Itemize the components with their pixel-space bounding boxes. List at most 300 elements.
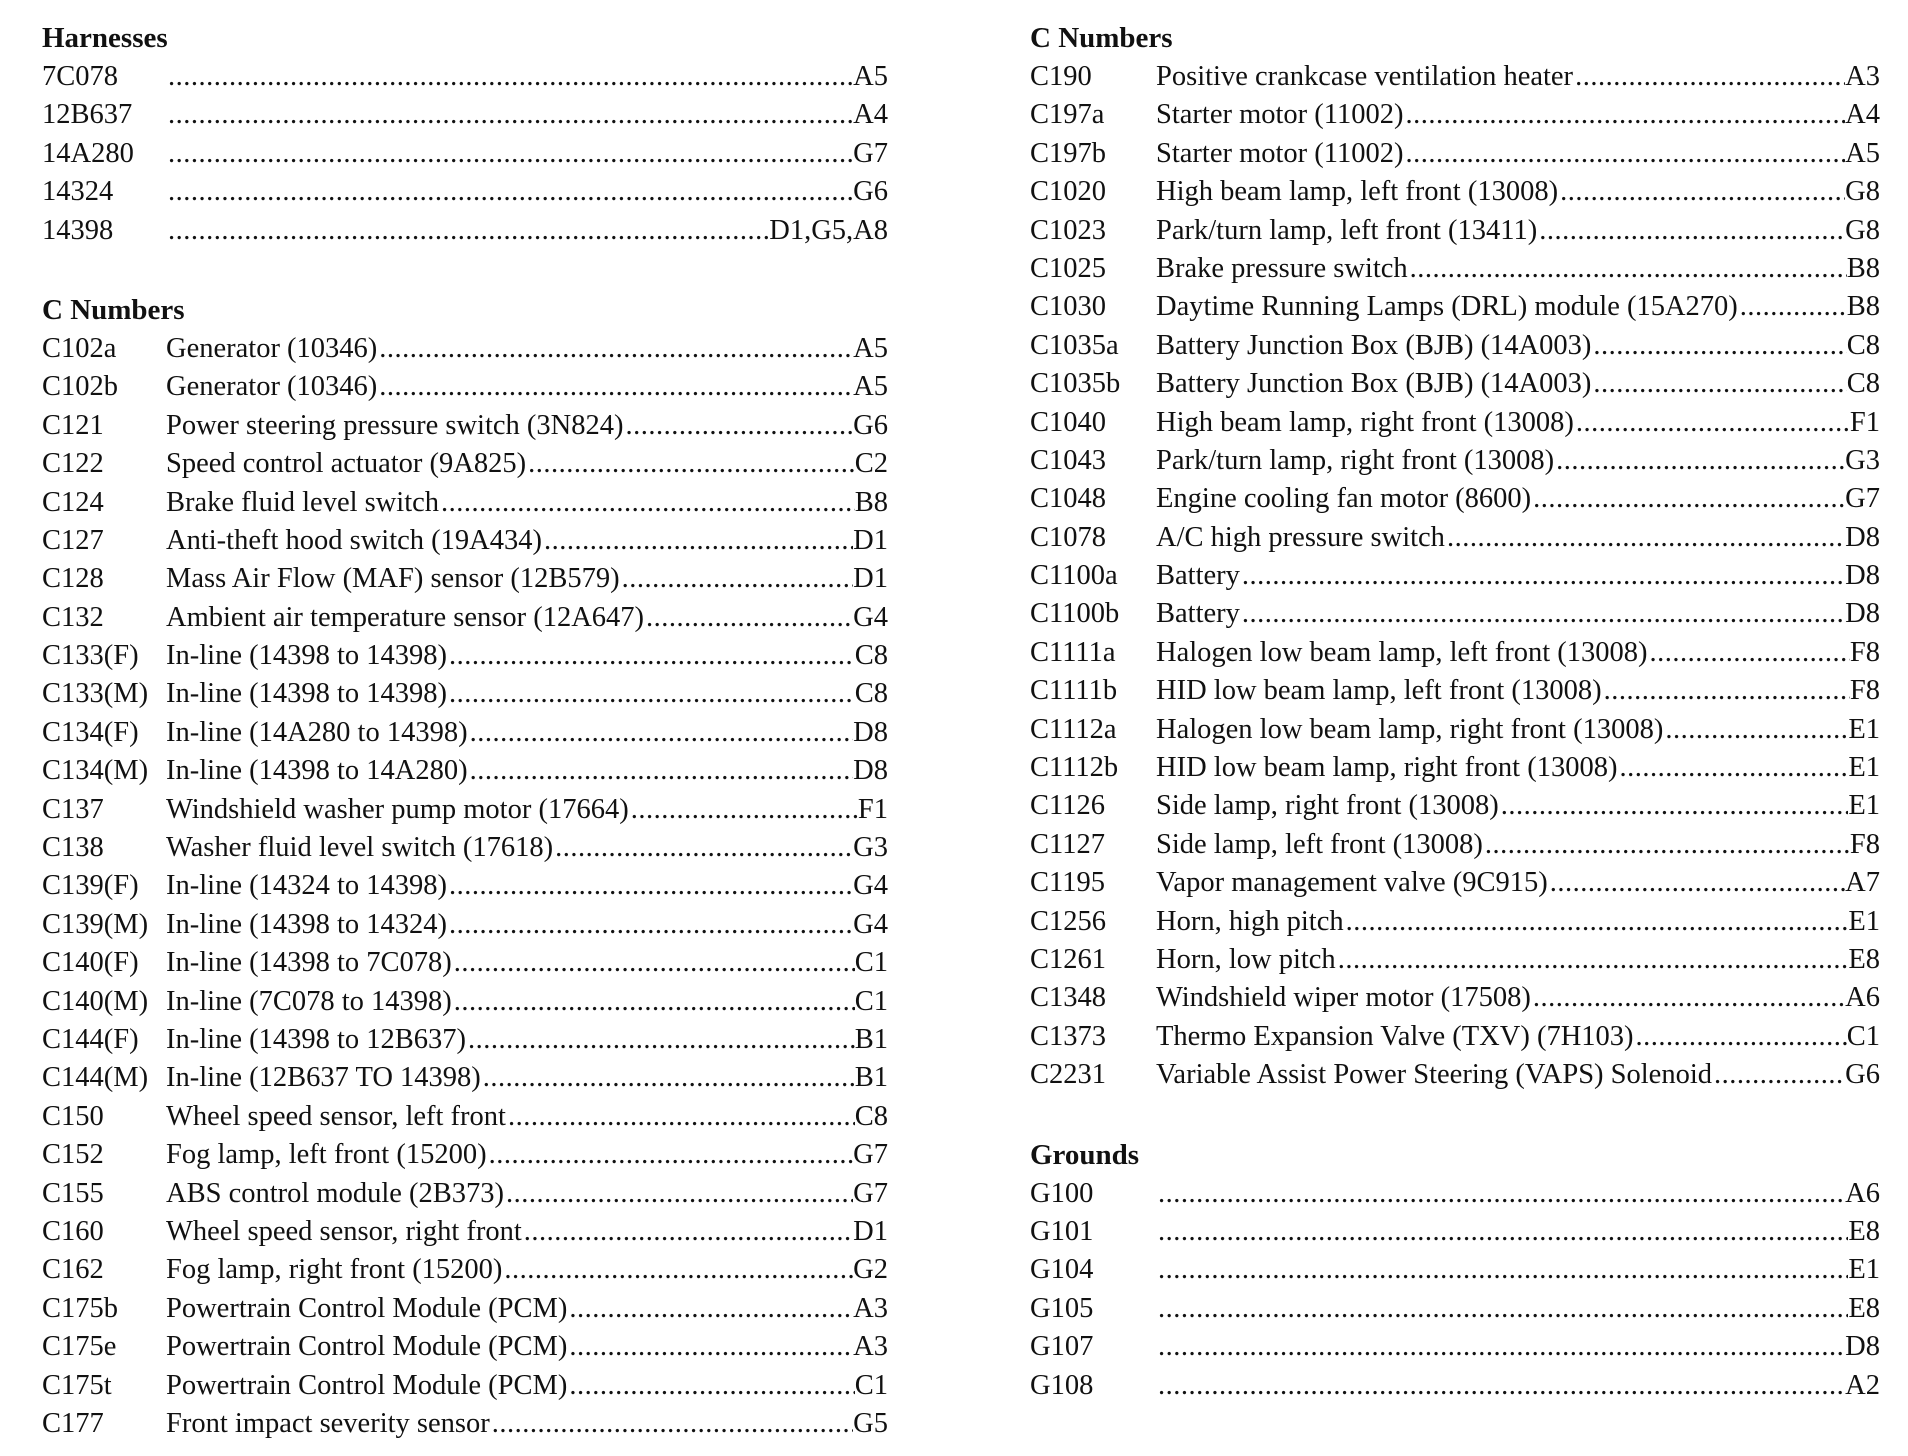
row-location: A5 xyxy=(853,371,888,403)
list-row xyxy=(1030,365,1880,403)
list-row xyxy=(42,829,888,867)
list-row xyxy=(1030,1290,1880,1328)
list-row xyxy=(42,1098,888,1136)
list-row xyxy=(42,791,888,829)
leader-dots xyxy=(1576,404,1850,442)
row-description: Side lamp, left front (13008) xyxy=(1156,828,1483,860)
row-description: Engine cooling fan motor (8600) xyxy=(1156,483,1532,515)
row-location: A3 xyxy=(853,1292,888,1324)
row-code: C175b xyxy=(42,1292,119,1324)
leader-dots xyxy=(483,1059,855,1097)
c-numbers-list-right xyxy=(1030,58,1880,1095)
row-code: C1100a xyxy=(1030,560,1118,592)
row-code: C1348 xyxy=(1030,982,1107,1014)
row-code: C175e xyxy=(42,1331,117,1363)
leader-dots xyxy=(1501,787,1849,825)
list-row xyxy=(1030,58,1880,96)
leader-dots xyxy=(1556,442,1845,480)
leader-dots xyxy=(569,1367,854,1405)
c-numbers-section-left xyxy=(42,290,888,1443)
leader-dots xyxy=(492,1405,853,1443)
row-code: C128 xyxy=(42,563,104,595)
list-row xyxy=(42,599,888,637)
row-location: C1 xyxy=(1846,1020,1880,1052)
row-description: In-line (12B637 TO 14398) xyxy=(166,1062,481,1094)
row-location: E1 xyxy=(1848,1254,1880,1286)
leader-dots xyxy=(524,1213,853,1251)
row-description: Speed control actuator (9A825) xyxy=(166,448,527,480)
leader-dots xyxy=(555,829,853,867)
c-numbers-list-left xyxy=(42,330,888,1443)
row-code: C144(M) xyxy=(42,1062,149,1094)
row-code: C1040 xyxy=(1030,406,1107,438)
row-description: Generator (10346) xyxy=(166,371,378,403)
list-row xyxy=(1030,711,1880,749)
leader-dots xyxy=(1410,250,1847,288)
list-row xyxy=(1030,212,1880,250)
row-code: C137 xyxy=(42,793,104,825)
leader-dots xyxy=(1158,1213,1848,1251)
row-description: In-line (14398 to 14A280) xyxy=(166,755,468,787)
row-location: C8 xyxy=(854,640,888,672)
row-location: G7 xyxy=(853,1139,888,1171)
leader-dots xyxy=(168,173,853,211)
list-row xyxy=(1030,787,1880,825)
row-description: Wheel speed sensor, left front xyxy=(166,1100,506,1132)
row-code: C155 xyxy=(42,1177,104,1209)
row-code: C1043 xyxy=(1030,444,1107,476)
row-code: C1127 xyxy=(1030,828,1105,860)
leader-dots xyxy=(1575,58,1845,96)
leader-dots xyxy=(1533,979,1845,1017)
row-location: D8 xyxy=(1845,1331,1880,1363)
row-location: B8 xyxy=(854,486,888,518)
list-row xyxy=(42,1328,888,1366)
list-row xyxy=(42,983,888,1021)
row-location: E1 xyxy=(1848,752,1880,784)
list-row xyxy=(1030,979,1880,1017)
list-row xyxy=(42,1290,888,1328)
leader-dots xyxy=(168,96,853,134)
row-description: High beam lamp, left front (13008) xyxy=(1156,176,1559,208)
row-code: 7C078 xyxy=(42,61,119,92)
row-code: C160 xyxy=(42,1215,104,1247)
list-row xyxy=(1030,1213,1880,1251)
row-description: Powertrain Control Module (PCM) xyxy=(166,1369,568,1401)
leader-dots xyxy=(379,330,853,368)
list-row xyxy=(42,58,888,96)
row-description: Halogen low beam lamp, right front (13008) xyxy=(1156,713,1664,745)
leader-dots xyxy=(454,983,855,1021)
leader-dots xyxy=(168,58,853,96)
row-description: Wheel speed sensor, right front xyxy=(166,1215,522,1247)
row-location: E8 xyxy=(1848,943,1880,975)
row-description: Brake fluid level switch xyxy=(166,486,440,518)
row-description: ABS control module (2B373) xyxy=(166,1177,505,1209)
list-row xyxy=(42,1213,888,1251)
leader-dots xyxy=(1447,519,1845,557)
list-row xyxy=(42,173,888,211)
list-row xyxy=(42,407,888,445)
leader-dots xyxy=(504,1251,853,1289)
row-description: HID low beam lamp, right front (13008) xyxy=(1156,752,1618,784)
list-row xyxy=(42,867,888,905)
list-row xyxy=(42,1405,888,1443)
list-row xyxy=(1030,173,1880,211)
row-location: E1 xyxy=(1848,905,1880,937)
row-description: In-line (14A280 to 14398) xyxy=(166,716,468,748)
list-row xyxy=(1030,903,1880,941)
leader-dots xyxy=(1650,634,1850,672)
grounds-section xyxy=(1030,1135,1880,1405)
leader-dots xyxy=(1665,711,1848,749)
row-code: C1373 xyxy=(1030,1020,1107,1052)
row-location: C2 xyxy=(854,448,888,480)
leader-dots xyxy=(449,906,853,944)
row-description: Thermo Expansion Valve (TXV) (7H103) xyxy=(1156,1020,1634,1052)
harnesses-list xyxy=(42,58,888,250)
row-location: F1 xyxy=(1849,406,1880,438)
row-code: C127 xyxy=(42,524,104,556)
row-description: Washer fluid level switch (17618) xyxy=(166,832,554,864)
row-location: G5 xyxy=(853,1407,888,1439)
row-code: C1078 xyxy=(1030,521,1107,553)
list-row xyxy=(1030,442,1880,480)
row-location: G3 xyxy=(1845,444,1880,476)
row-location: B1 xyxy=(854,1062,888,1094)
leader-dots xyxy=(622,560,854,598)
grounds-heading: Grounds xyxy=(1030,1138,1140,1171)
list-row xyxy=(42,1367,888,1405)
list-row xyxy=(1030,1056,1880,1094)
row-description: Brake pressure switch xyxy=(1156,252,1408,284)
row-description: Power steering pressure switch (3N824) xyxy=(166,409,624,441)
row-code: C152 xyxy=(42,1139,104,1171)
row-location: A4 xyxy=(853,99,888,131)
list-row xyxy=(42,1059,888,1097)
row-code: C138 xyxy=(42,832,104,864)
row-location: D8 xyxy=(853,755,888,787)
list-row xyxy=(42,212,888,250)
row-code: 14398 xyxy=(42,214,114,246)
row-description: Battery xyxy=(1156,598,1240,630)
row-code: C1195 xyxy=(1030,867,1105,899)
list-row xyxy=(42,944,888,982)
row-code: C197a xyxy=(1030,99,1105,131)
leader-dots xyxy=(528,445,855,483)
row-code: G104 xyxy=(1030,1254,1094,1286)
row-description: In-line (14398 to 14324) xyxy=(166,908,447,940)
row-location: A5 xyxy=(853,332,888,364)
row-code: C139(F) xyxy=(42,870,139,902)
row-code: C121 xyxy=(42,409,104,441)
row-location: C8 xyxy=(1846,329,1880,361)
row-code: G105 xyxy=(1030,1292,1094,1324)
row-code: 14324 xyxy=(42,176,114,208)
row-location: G6 xyxy=(1845,1059,1880,1091)
row-code: C1035a xyxy=(1030,329,1119,361)
row-location: G8 xyxy=(1845,214,1880,246)
row-code: C140(F) xyxy=(42,947,139,979)
row-code: C1030 xyxy=(1030,291,1107,323)
row-location: B8 xyxy=(1846,291,1880,323)
list-row xyxy=(1030,941,1880,979)
leader-dots xyxy=(489,1136,854,1174)
row-location: F8 xyxy=(1849,675,1880,707)
row-code: C190 xyxy=(1030,61,1092,92)
leader-dots xyxy=(1158,1328,1845,1366)
row-location: F8 xyxy=(1849,828,1880,860)
row-location: A6 xyxy=(1845,1177,1880,1209)
row-description: Fog lamp, right front (15200) xyxy=(166,1254,503,1286)
list-row xyxy=(1030,1328,1880,1366)
row-code: C162 xyxy=(42,1254,104,1286)
list-row xyxy=(1030,327,1880,365)
leader-dots xyxy=(1158,1175,1845,1213)
row-code: G107 xyxy=(1030,1331,1094,1363)
row-code: 14A280 xyxy=(42,137,134,169)
row-location: A5 xyxy=(1845,137,1880,169)
harnesses-heading: Harnesses xyxy=(42,22,168,54)
row-location: C1 xyxy=(854,1369,888,1401)
list-row xyxy=(1030,288,1880,326)
row-description: In-line (14324 to 14398) xyxy=(166,870,447,902)
row-code: G101 xyxy=(1030,1215,1094,1247)
list-row xyxy=(42,484,888,522)
list-row xyxy=(1030,634,1880,672)
row-code: C122 xyxy=(42,448,104,480)
row-code: C1023 xyxy=(1030,214,1107,246)
row-location: G4 xyxy=(853,908,888,940)
row-code: C197b xyxy=(1030,137,1107,169)
leader-dots xyxy=(1158,1367,1845,1405)
list-row xyxy=(42,906,888,944)
list-row xyxy=(1030,1367,1880,1405)
list-row xyxy=(1030,404,1880,442)
row-description: Horn, low pitch xyxy=(1156,943,1336,975)
row-description: Park/turn lamp, left front (13411) xyxy=(1156,214,1538,246)
leader-dots xyxy=(449,867,853,905)
row-description: In-line (14398 to 14398) xyxy=(166,640,447,672)
row-location: A4 xyxy=(1845,99,1880,131)
leader-dots xyxy=(646,599,853,637)
row-code: C1100b xyxy=(1030,598,1120,630)
list-row xyxy=(1030,557,1880,595)
c-numbers-heading-right: C Numbers xyxy=(1030,22,1173,54)
row-description: Generator (10346) xyxy=(166,332,378,364)
row-location: A5 xyxy=(853,61,888,92)
leader-dots xyxy=(168,135,853,173)
list-row xyxy=(42,330,888,368)
row-code: C133(F) xyxy=(42,640,139,672)
list-row xyxy=(42,522,888,560)
c-numbers-heading-left: C Numbers xyxy=(42,293,185,326)
list-row xyxy=(42,368,888,406)
list-row xyxy=(1030,672,1880,710)
row-location: G7 xyxy=(853,1177,888,1209)
row-code: C133(M) xyxy=(42,678,149,710)
row-location: D8 xyxy=(1845,598,1880,630)
list-row xyxy=(1030,480,1880,518)
row-location: B1 xyxy=(854,1023,888,1055)
row-description: Battery Junction Box (BJB) (14A003) xyxy=(1156,368,1592,400)
row-code: C175t xyxy=(42,1369,112,1401)
leader-dots xyxy=(1485,826,1850,864)
row-location: C8 xyxy=(854,678,888,710)
leader-dots xyxy=(1636,1018,1847,1056)
list-row xyxy=(42,560,888,598)
leader-dots xyxy=(544,522,853,560)
row-location: B8 xyxy=(1846,252,1880,284)
right-column xyxy=(1030,18,1880,1405)
row-location: G6 xyxy=(853,176,888,208)
row-code: C134(M) xyxy=(42,755,149,787)
row-location: D8 xyxy=(1845,560,1880,592)
leader-dots xyxy=(441,484,855,522)
row-location: C8 xyxy=(1846,368,1880,400)
row-location: G2 xyxy=(853,1254,888,1286)
row-description: Battery xyxy=(1156,560,1240,592)
row-code: C140(M) xyxy=(42,985,149,1017)
row-code: 12B637 xyxy=(42,99,133,131)
leader-dots xyxy=(1242,557,1845,595)
row-description: Daytime Running Lamps (DRL) module (15A270) xyxy=(1156,291,1738,323)
list-row xyxy=(42,637,888,675)
row-code: C102a xyxy=(42,332,117,364)
leader-dots xyxy=(470,714,854,752)
row-code: C1048 xyxy=(1030,483,1107,515)
row-location: E1 xyxy=(1848,713,1880,745)
row-code: C1126 xyxy=(1030,790,1105,822)
row-description: Powertrain Control Module (PCM) xyxy=(166,1331,568,1363)
left-column xyxy=(42,18,888,1443)
row-description: Battery Junction Box (BJB) (14A003) xyxy=(1156,329,1592,361)
row-description: Park/turn lamp, right front (13008) xyxy=(1156,444,1555,476)
row-location: C1 xyxy=(854,947,888,979)
row-location: A7 xyxy=(1845,867,1880,899)
leader-dots xyxy=(1346,903,1849,941)
c-numbers-section-right xyxy=(1030,18,1880,1095)
row-code: C150 xyxy=(42,1100,104,1132)
harnesses-section xyxy=(42,18,888,250)
leader-dots xyxy=(449,675,855,713)
row-description: A/C high pressure switch xyxy=(1156,521,1445,553)
leader-dots xyxy=(1338,941,1849,979)
row-code: C134(F) xyxy=(42,716,139,748)
list-row xyxy=(1030,519,1880,557)
grounds-list xyxy=(1030,1175,1880,1405)
list-row xyxy=(1030,1175,1880,1213)
row-code: C102b xyxy=(42,371,119,403)
row-code: C1261 xyxy=(1030,943,1107,975)
leader-dots xyxy=(449,637,855,675)
row-description: Anti-theft hood switch (19A434) xyxy=(166,524,542,556)
list-row xyxy=(1030,1251,1880,1289)
row-description: Windshield wiper motor (17508) xyxy=(1156,982,1531,1014)
row-code: C1112a xyxy=(1030,713,1117,745)
leader-dots xyxy=(454,944,855,982)
list-row xyxy=(42,1175,888,1213)
row-code: G108 xyxy=(1030,1369,1094,1401)
list-row xyxy=(1030,595,1880,633)
list-row xyxy=(1030,749,1880,787)
leader-dots xyxy=(1619,749,1848,787)
row-location: G8 xyxy=(1845,176,1880,208)
list-row xyxy=(42,1021,888,1059)
row-code: C1111b xyxy=(1030,675,1118,707)
row-location: G4 xyxy=(853,601,888,633)
leader-dots xyxy=(1242,595,1845,633)
row-code: C2231 xyxy=(1030,1059,1107,1091)
row-code: C1256 xyxy=(1030,905,1107,937)
row-code: C1112b xyxy=(1030,752,1119,784)
row-code: C144(F) xyxy=(42,1023,139,1055)
row-location: A6 xyxy=(1845,982,1880,1014)
row-location: F8 xyxy=(1849,636,1880,668)
row-description: Starter motor (11002) xyxy=(1156,137,1404,169)
row-location: D1 xyxy=(853,1215,888,1247)
row-location: D1 xyxy=(853,563,888,595)
list-row xyxy=(42,1136,888,1174)
list-row xyxy=(1030,250,1880,288)
row-code: C1035b xyxy=(1030,368,1121,400)
leader-dots xyxy=(508,1098,855,1136)
list-row xyxy=(42,445,888,483)
row-description: HID low beam lamp, left front (13008) xyxy=(1156,675,1602,707)
row-description: Windshield washer pump motor (17664) xyxy=(166,793,629,825)
row-code: C177 xyxy=(42,1407,104,1439)
leader-dots xyxy=(1593,365,1846,403)
row-location: G4 xyxy=(853,870,888,902)
list-row xyxy=(42,135,888,173)
leader-dots xyxy=(1539,212,1845,250)
leader-dots xyxy=(1158,1251,1848,1289)
row-location: A2 xyxy=(1845,1369,1880,1401)
list-row xyxy=(42,714,888,752)
row-location: G7 xyxy=(853,137,888,169)
row-location: D1 xyxy=(853,524,888,556)
row-description: Variable Assist Power Steering (VAPS) Solenoid xyxy=(1156,1059,1713,1091)
leader-dots xyxy=(569,1328,853,1366)
leader-dots xyxy=(1593,327,1846,365)
row-code: C124 xyxy=(42,486,104,518)
row-description: In-line (14398 to 7C078) xyxy=(166,947,452,979)
list-row xyxy=(1030,135,1880,173)
leader-dots xyxy=(1560,173,1845,211)
row-location: E8 xyxy=(1848,1215,1880,1247)
leader-dots xyxy=(1158,1290,1848,1328)
row-description: In-line (14398 to 12B637) xyxy=(166,1023,467,1055)
row-description: Side lamp, right front (13008) xyxy=(1156,790,1499,822)
leader-dots xyxy=(468,1021,855,1059)
leader-dots xyxy=(1533,480,1845,518)
row-description: Ambient air temperature sensor (12A647) xyxy=(166,601,645,633)
leader-dots xyxy=(1405,135,1845,173)
row-description: Mass Air Flow (MAF) sensor (12B579) xyxy=(166,563,620,595)
row-location: D8 xyxy=(1845,521,1880,553)
row-description: High beam lamp, right front (13008) xyxy=(1156,406,1574,438)
row-code: C139(M) xyxy=(42,908,149,940)
row-code: C1111a xyxy=(1030,636,1116,668)
row-location: D1,G5,A8 xyxy=(769,214,888,246)
row-location: G3 xyxy=(853,832,888,864)
row-description: In-line (14398 to 14398) xyxy=(166,678,447,710)
list-row xyxy=(1030,1018,1880,1056)
row-code: C1020 xyxy=(1030,176,1107,208)
row-description: Horn, high pitch xyxy=(1156,905,1344,937)
leader-dots xyxy=(379,368,853,406)
row-location: E1 xyxy=(1848,790,1880,822)
